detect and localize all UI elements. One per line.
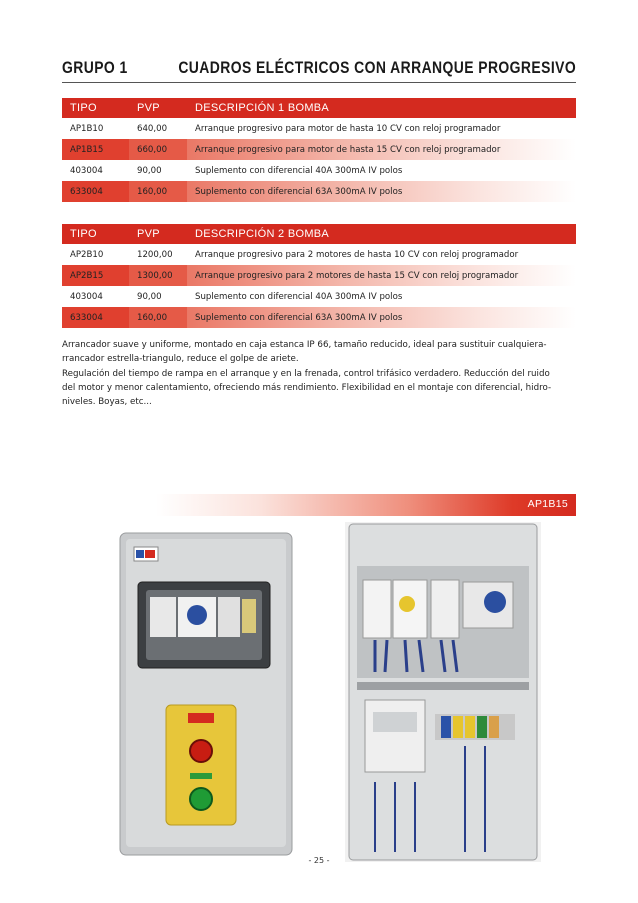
cell-desc: Arranque progresivo para motor de hasta 15 CV con reloj programador	[187, 139, 576, 160]
description-line: Regulación del tiempo de rampa en el arranque y en la frenada, control trifásico verdadero. Reducción del ruido	[62, 368, 550, 379]
cell-tipo: 403004	[70, 165, 103, 176]
cell-desc: Arranque progresivo para 2 motores de hasta 10 CV con reloj programador	[195, 249, 519, 260]
col-header-tipo: TIPO	[62, 224, 129, 244]
cell-desc: Suplemento con diferencial 63A 300mA IV polos	[187, 181, 576, 202]
col-header-descripcion: DESCRIPCIÓN 2 BOMBA	[187, 224, 576, 244]
cell-tipo: 633004	[62, 181, 129, 202]
table-row	[62, 181, 576, 202]
cell-tipo: 403004	[70, 291, 103, 302]
price-table-2-bomba	[62, 224, 576, 328]
col-header-pvp: PVP	[129, 224, 187, 244]
product-description	[62, 338, 582, 409]
table-header-row	[62, 98, 576, 118]
description-line: Arrancador suave y uniforme, montado en caja estanca IP 66, tamaño reducido, ideal para sustituir cualquiera-	[62, 340, 547, 350]
cell-desc: Arranque progresivo para 2 motores de hasta 15 CV con reloj programador	[187, 265, 576, 286]
product-banner-label: AP1B15	[527, 498, 568, 510]
product-banner	[156, 494, 576, 516]
table-row	[62, 265, 576, 286]
cell-desc: Suplemento con diferencial 40A 300mA IV polos	[195, 165, 403, 176]
cell-tipo: 633004	[62, 307, 129, 328]
page-header	[62, 58, 576, 84]
table-header-row	[62, 224, 576, 244]
description-line: rrancador estrella-triangulo, reduce el golpe de ariete.	[62, 354, 299, 365]
cell-desc: Suplemento con diferencial 40A 300mA IV polos	[195, 291, 403, 302]
cell-pvp: 160,00	[129, 181, 187, 202]
cell-desc: Arranque progresivo para motor de hasta 10 CV con reloj programador	[195, 123, 501, 134]
table-row	[62, 244, 576, 265]
cell-pvp: 90,00	[137, 165, 162, 176]
col-header-tipo: TIPO	[62, 98, 129, 118]
header-divider	[62, 82, 576, 83]
cell-tipo: AP1B15	[62, 139, 129, 160]
cell-pvp: 160,00	[129, 307, 187, 328]
cell-pvp: 90,00	[137, 291, 162, 302]
cell-tipo: AP2B10	[70, 249, 104, 260]
page-number: - 25 -	[308, 856, 330, 865]
cell-pvp: 1300,00	[129, 265, 187, 286]
cell-pvp: 1200,00	[137, 249, 173, 260]
group-title: GRUPO 1	[62, 58, 128, 77]
cell-pvp: 660,00	[129, 139, 187, 160]
cell-tipo: AP2B15	[62, 265, 129, 286]
page-title: CUADROS ELÉCTRICOS CON ARRANQUE PROGRESIVO	[178, 58, 576, 77]
table-row	[62, 286, 576, 307]
table-row	[62, 139, 576, 160]
enclosure-photo-open	[345, 522, 541, 862]
description-line: niveles. Boyas, etc...	[62, 397, 152, 408]
table-row	[62, 118, 576, 139]
col-header-descripcion: DESCRIPCIÓN 1 BOMBA	[187, 98, 576, 118]
enclosure-photo-closed	[98, 527, 313, 859]
col-header-pvp: PVP	[129, 98, 187, 118]
cell-pvp: 640,00	[137, 123, 168, 134]
cell-desc: Suplemento con diferencial 63A 300mA IV polos	[187, 307, 576, 328]
cell-tipo: AP1B10	[70, 123, 104, 134]
table-row	[62, 160, 576, 181]
price-table-1-bomba	[62, 98, 576, 202]
description-line: del motor y menor calentamiento, ofreciendo más rendimiento. Flexibilidad en el montaje con diferencial, hidro-	[62, 382, 552, 393]
table-row	[62, 307, 576, 328]
